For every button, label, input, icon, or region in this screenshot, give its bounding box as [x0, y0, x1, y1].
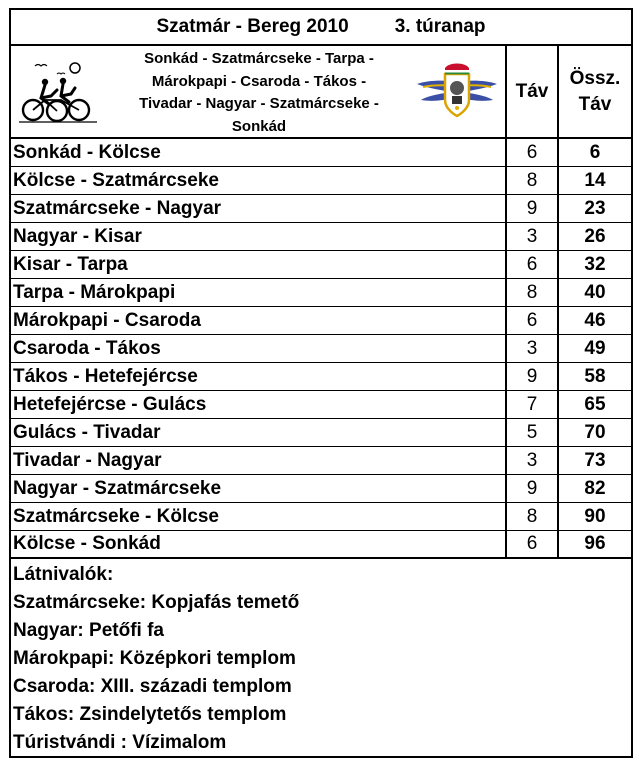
segment-total: 23	[584, 197, 606, 219]
sight-item: Tákos: Zsindelytetős templom	[13, 704, 287, 725]
segments-table	[11, 139, 631, 559]
route-description	[107, 48, 411, 138]
table-row	[11, 195, 631, 223]
sight-item: Túristvándi : Vízimalom	[13, 732, 227, 753]
segment-distance: 6	[507, 139, 559, 166]
segment-total: 6	[589, 141, 601, 163]
segment-name: Csaroda - Tákos	[11, 335, 507, 362]
segment-name: Kisar - Tarpa	[11, 251, 507, 278]
segment-distance: 3	[507, 335, 559, 362]
cyclist-logo-icon	[17, 54, 99, 126]
segment-distance: 7	[507, 391, 559, 418]
tour-sheet	[9, 8, 633, 758]
table-row	[11, 363, 631, 391]
segment-total: 82	[584, 477, 606, 499]
route-line: Sonkád	[231, 117, 287, 135]
route-cell	[11, 46, 507, 137]
segment-total: 14	[584, 169, 606, 191]
tour-day: 3. túranap	[394, 16, 486, 37]
table-row	[11, 139, 631, 167]
segment-total: 65	[584, 393, 606, 415]
segment-distance: 9	[507, 195, 559, 222]
table-row	[11, 167, 631, 195]
column-header-total-line1: Össz.	[569, 67, 621, 89]
column-header-total	[559, 46, 631, 137]
table-row	[11, 307, 631, 335]
segment-total: 26	[584, 225, 606, 247]
segment-total: 58	[584, 365, 606, 387]
segment-total: 70	[584, 421, 606, 443]
table-row	[11, 251, 631, 279]
tour-title: Szatmár - Bereg 2010	[156, 16, 349, 37]
segment-total: 73	[584, 449, 606, 471]
segment-name: Szatmárcseke - Kölcse	[11, 503, 507, 530]
segment-total: 49	[584, 337, 606, 359]
route-line: Márokpapi - Csaroda - Tákos -	[151, 72, 367, 90]
route-line: Tivadar - Nagyar - Szatmárcseke -	[139, 95, 379, 112]
segment-name: Szatmárcseke - Nagyar	[11, 195, 507, 222]
sight-item: Nagyar: Petőfi fa	[13, 620, 164, 641]
segment-name: Sonkád - Kölcse	[11, 139, 507, 166]
segment-distance: 6	[507, 531, 559, 557]
sights-section	[11, 559, 631, 757]
segment-distance: 8	[507, 503, 559, 530]
table-row	[11, 335, 631, 363]
sight-item: Csaroda: XIII. századi templom	[13, 676, 292, 697]
segment-total: 96	[584, 533, 606, 554]
route-line: Sonkád - Szatmárcseke - Tarpa -	[144, 50, 374, 67]
segment-distance: 8	[507, 167, 559, 194]
segment-name: Tivadar - Nagyar	[11, 447, 507, 474]
table-row	[11, 279, 631, 307]
sights-heading: Látnivalók:	[13, 564, 114, 585]
segment-total: 90	[584, 505, 606, 527]
segment-name: Kölcse - Sonkád	[11, 531, 507, 557]
table-row	[11, 447, 631, 475]
table-row	[11, 531, 631, 559]
segment-distance: 6	[507, 307, 559, 334]
segment-distance: 9	[507, 475, 559, 502]
table-row	[11, 419, 631, 447]
segment-distance: 8	[507, 279, 559, 306]
segment-name: Tarpa - Márokpapi	[11, 279, 507, 306]
column-header-distance: Táv	[507, 46, 559, 137]
segment-total: 32	[584, 253, 606, 275]
segment-name: Gulács - Tivadar	[11, 419, 507, 446]
segment-distance: 6	[507, 251, 559, 278]
title-row	[11, 10, 631, 46]
segment-distance: 3	[507, 223, 559, 250]
segment-total: 40	[584, 281, 606, 303]
table-row	[11, 391, 631, 419]
club-emblem-icon	[415, 60, 499, 122]
header-row	[11, 46, 631, 139]
segment-name: Hetefejércse - Gulács	[11, 391, 507, 418]
segment-name: Tákos - Hetefejércse	[11, 363, 507, 390]
segment-name: Márokpapi - Csaroda	[11, 307, 507, 334]
segment-distance: 5	[507, 419, 559, 446]
table-row	[11, 503, 631, 531]
sight-item: Szatmárcseke: Kopjafás temető	[13, 592, 300, 613]
segment-name: Nagyar - Szatmárcseke	[11, 475, 507, 502]
segment-distance: 9	[507, 363, 559, 390]
sight-item: Márokpapi: Középkori templom	[13, 648, 296, 669]
table-row	[11, 475, 631, 503]
segment-total: 46	[584, 309, 606, 331]
segment-name: Nagyar - Kisar	[11, 223, 507, 250]
column-header-total-line2: Táv	[578, 93, 612, 115]
segment-distance: 3	[507, 447, 559, 474]
segment-name: Kölcse - Szatmárcseke	[11, 167, 507, 194]
table-row	[11, 223, 631, 251]
